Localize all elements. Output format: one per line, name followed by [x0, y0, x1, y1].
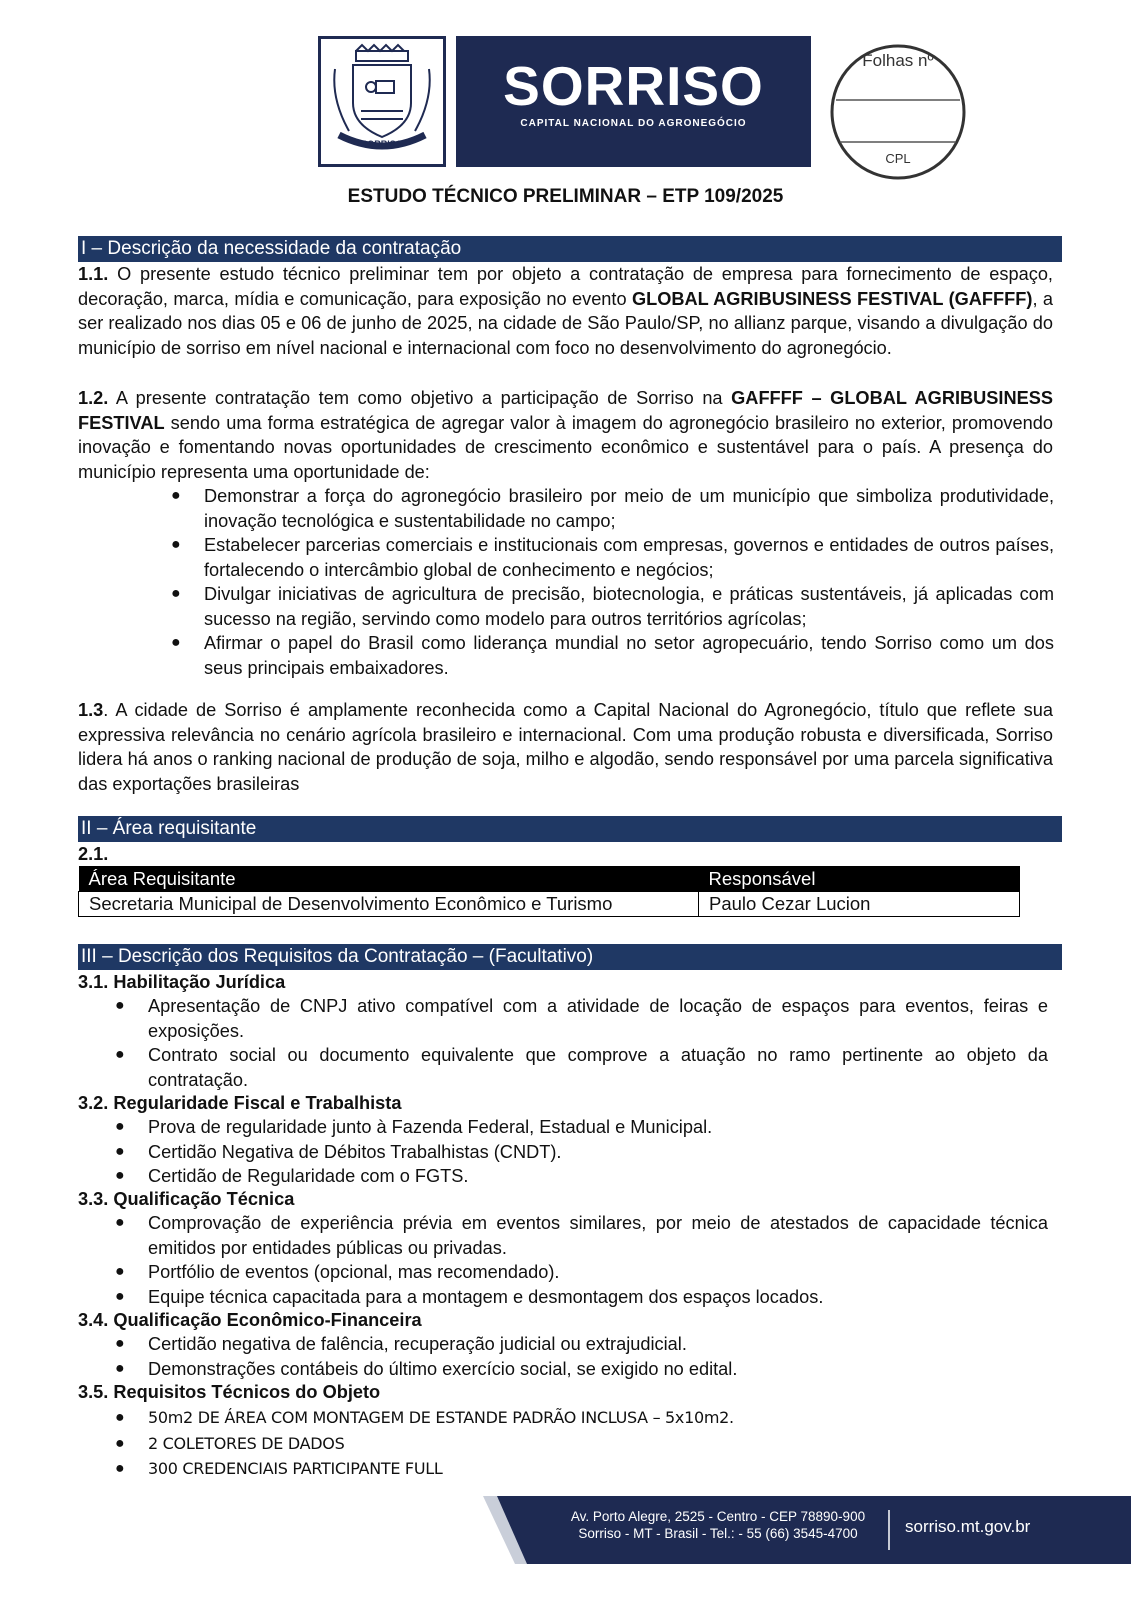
- stamp-footer: CPL: [885, 151, 911, 166]
- requesting-area-table: [78, 866, 1020, 917]
- requirements-list: [115, 994, 1048, 1092]
- table-cell: Paulo Cezar Lucion: [699, 892, 1020, 917]
- event-name: GLOBAL AGRIBUSINESS FESTIVAL (GAFFFF): [631, 288, 1033, 309]
- list-item: ● Demonstrações contábeis do último exercício social, se exigido no edital.: [115, 1358, 738, 1379]
- event-name: GAFFFF – GLOBAL AGRIBUSINESS FESTIVAL: [78, 388, 1053, 433]
- list-item: ● 50m2 DE ÁREA COM MONTAGEM DE ESTANDE PADRÃO INCLUSA – 5x10m2.: [115, 1408, 734, 1427]
- pages-stamp: [822, 42, 974, 182]
- stamp-label: Folhas nº: [862, 51, 934, 70]
- paragraph-1-2: 1.2. A presente contratação tem como objetivo a participação de Sorriso na GAFFFF – GLOBAL AGRIBUSINESS FESTIVAL sendo uma forma estratégica de agregar valor à imagem do agronegócio brasileiro no exterior, promovendo inovação e fomentando novas oportunidades de crescimento econômico e sustentável para o país. A presença do município representa uma oportunidade de:: [78, 388, 1053, 482]
- list-item: ● Certidão negativa de falência, recuperação judicial ou extrajudicial.: [115, 1334, 687, 1354]
- list-item: ● 300 CREDENCIAIS PARTICIPANTE FULL: [115, 1459, 443, 1478]
- list-item: ● Contrato social ou documento equivalente que comprove a atuação no ramo pertinente ao objeto da contratação.: [115, 1045, 1048, 1090]
- paragraph-1-3: 1.3. A cidade de Sorriso é amplamente reconhecida como a Capital Nacional do Agronegócio, título que reflete sua expressiva relevância no cenário agrícola brasileiro e internacional. Com uma produção robusta e diversificada, Sorriso lidera há anos o ranking nacional de produção de soja, milho e algodão, sendo responsável por uma parcela significativa das exportações brasileiras: [78, 700, 1053, 794]
- subsection-title: 3.5. Requisitos Técnicos do Objeto: [78, 1382, 381, 1402]
- paragraph-number: 1.3: [78, 700, 104, 720]
- footer-website: sorriso.mt.gov.br: [905, 1517, 1031, 1536]
- crest-ribbon-text: SORRISO: [361, 139, 403, 149]
- municipal-crest: [318, 36, 446, 167]
- list-item: ● Certidão de Regularidade com o FGTS.: [115, 1166, 469, 1186]
- brand-name: SORRISO: [503, 55, 764, 117]
- requirements-list: [115, 1211, 1048, 1309]
- document-title: ESTUDO TÉCNICO PRELIMINAR – ETP 109/2025: [347, 186, 784, 207]
- requirements-list: [115, 1115, 1048, 1189]
- requirements-list: [115, 1405, 1048, 1482]
- list-item: ● Prova de regularidade junto à Fazenda Federal, Estadual e Municipal.: [115, 1117, 713, 1137]
- paragraph-number: 2.1.: [78, 844, 109, 864]
- list-item: ● Equipe técnica capacitada para a montagem e desmontagem dos espaços locados.: [115, 1286, 824, 1307]
- list-item: ● Divulgar iniciativas de agricultura de precisão, biotecnologia, e práticas sustentáveis, já aplicadas com sucesso na região, servindo como modelo para outros territórios agrícolas;: [171, 584, 1054, 629]
- subsection-title: 3.3. Qualificação Técnica: [78, 1189, 295, 1209]
- list-item: ● Portfólio de eventos (opcional, mas recomendado).: [115, 1262, 560, 1282]
- table-header: Área Requisitante: [79, 866, 699, 892]
- table-cell: Secretaria Municipal de Desenvolvimento Econômico e Turismo: [79, 892, 699, 917]
- list-item: ● Afirmar o papel do Brasil como liderança mundial no setor agropecuário, tendo Sorriso como um dos seus principais embaixadores.: [171, 633, 1054, 678]
- subsection-title: 3.2. Regularidade Fiscal e Trabalhista: [78, 1093, 402, 1113]
- subsection-title: 3.1. Habilitação Jurídica: [78, 972, 286, 992]
- list-item: ● 2 COLETORES DE DADOS: [115, 1433, 345, 1453]
- table-row: [79, 892, 1020, 917]
- list-item: ● Estabelecer parcerias comerciais e institucionais com empresas, governos e entidades de outros países, fortalecendo o intercâmbio global de conhecimento e negócios;: [171, 535, 1054, 580]
- brand-tagline: CAPITAL NACIONAL DO AGRONEGÓCIO: [520, 118, 747, 129]
- section-heading-1: I – Descrição da necessidade da contratação: [78, 236, 1062, 262]
- subsection-title: 3.4. Qualificação Econômico-Financeira: [78, 1310, 422, 1330]
- section-heading-3: III – Descrição dos Requisitos da Contratação – (Facultativo): [78, 944, 1062, 970]
- opportunity-list: [171, 484, 1054, 680]
- list-item: ● Apresentação de CNPJ ativo compatível com a atividade de locação de espaços para eventos, feiras e exposições.: [115, 996, 1048, 1041]
- paragraph-number: 1.2.: [78, 388, 109, 408]
- paragraph-number: 1.1.: [78, 264, 109, 284]
- requirements-list: [115, 1332, 1048, 1381]
- paragraph-1-1: 1.1. O presente estudo técnico preliminar tem por objeto a contratação de empresa para fornecimento de espaço, decoração, marca, mídia e comunicação, para exposição no evento GLOBAL AGRIBUSINESS FESTIVAL (GAFFFF), a ser realizado nos dias 05 e 06 de junho de 2025, na cidade de São Paulo/SP, no allianz parque, visando a divulgação do município de sorriso em nível nacional e internacional com foco no desenvolvimento do agronegócio.: [78, 264, 1053, 358]
- list-item: ● Certidão Negativa de Débitos Trabalhistas (CNDT).: [115, 1141, 562, 1162]
- table-header: Responsável: [699, 866, 1020, 892]
- footer-address: Av. Porto Alegre, 2525 - Centro - CEP 78890-900 Sorriso - MT - Brasil - Tel.: - 55 (66) 3545-4700: [570, 1509, 866, 1541]
- list-item: ● Comprovação de experiência prévia em eventos similares, por meio de atestados de capacidade técnica emitidos por entidades públicas ou privadas.: [115, 1213, 1048, 1258]
- brand-logo: [456, 36, 811, 167]
- section-heading-2: II – Área requisitante: [78, 816, 1062, 842]
- list-item: ● Demonstrar a força do agronegócio brasileiro por meio de um município que simboliza produtividade, inovação tecnológica e sustentabilidade no campo;: [171, 486, 1054, 531]
